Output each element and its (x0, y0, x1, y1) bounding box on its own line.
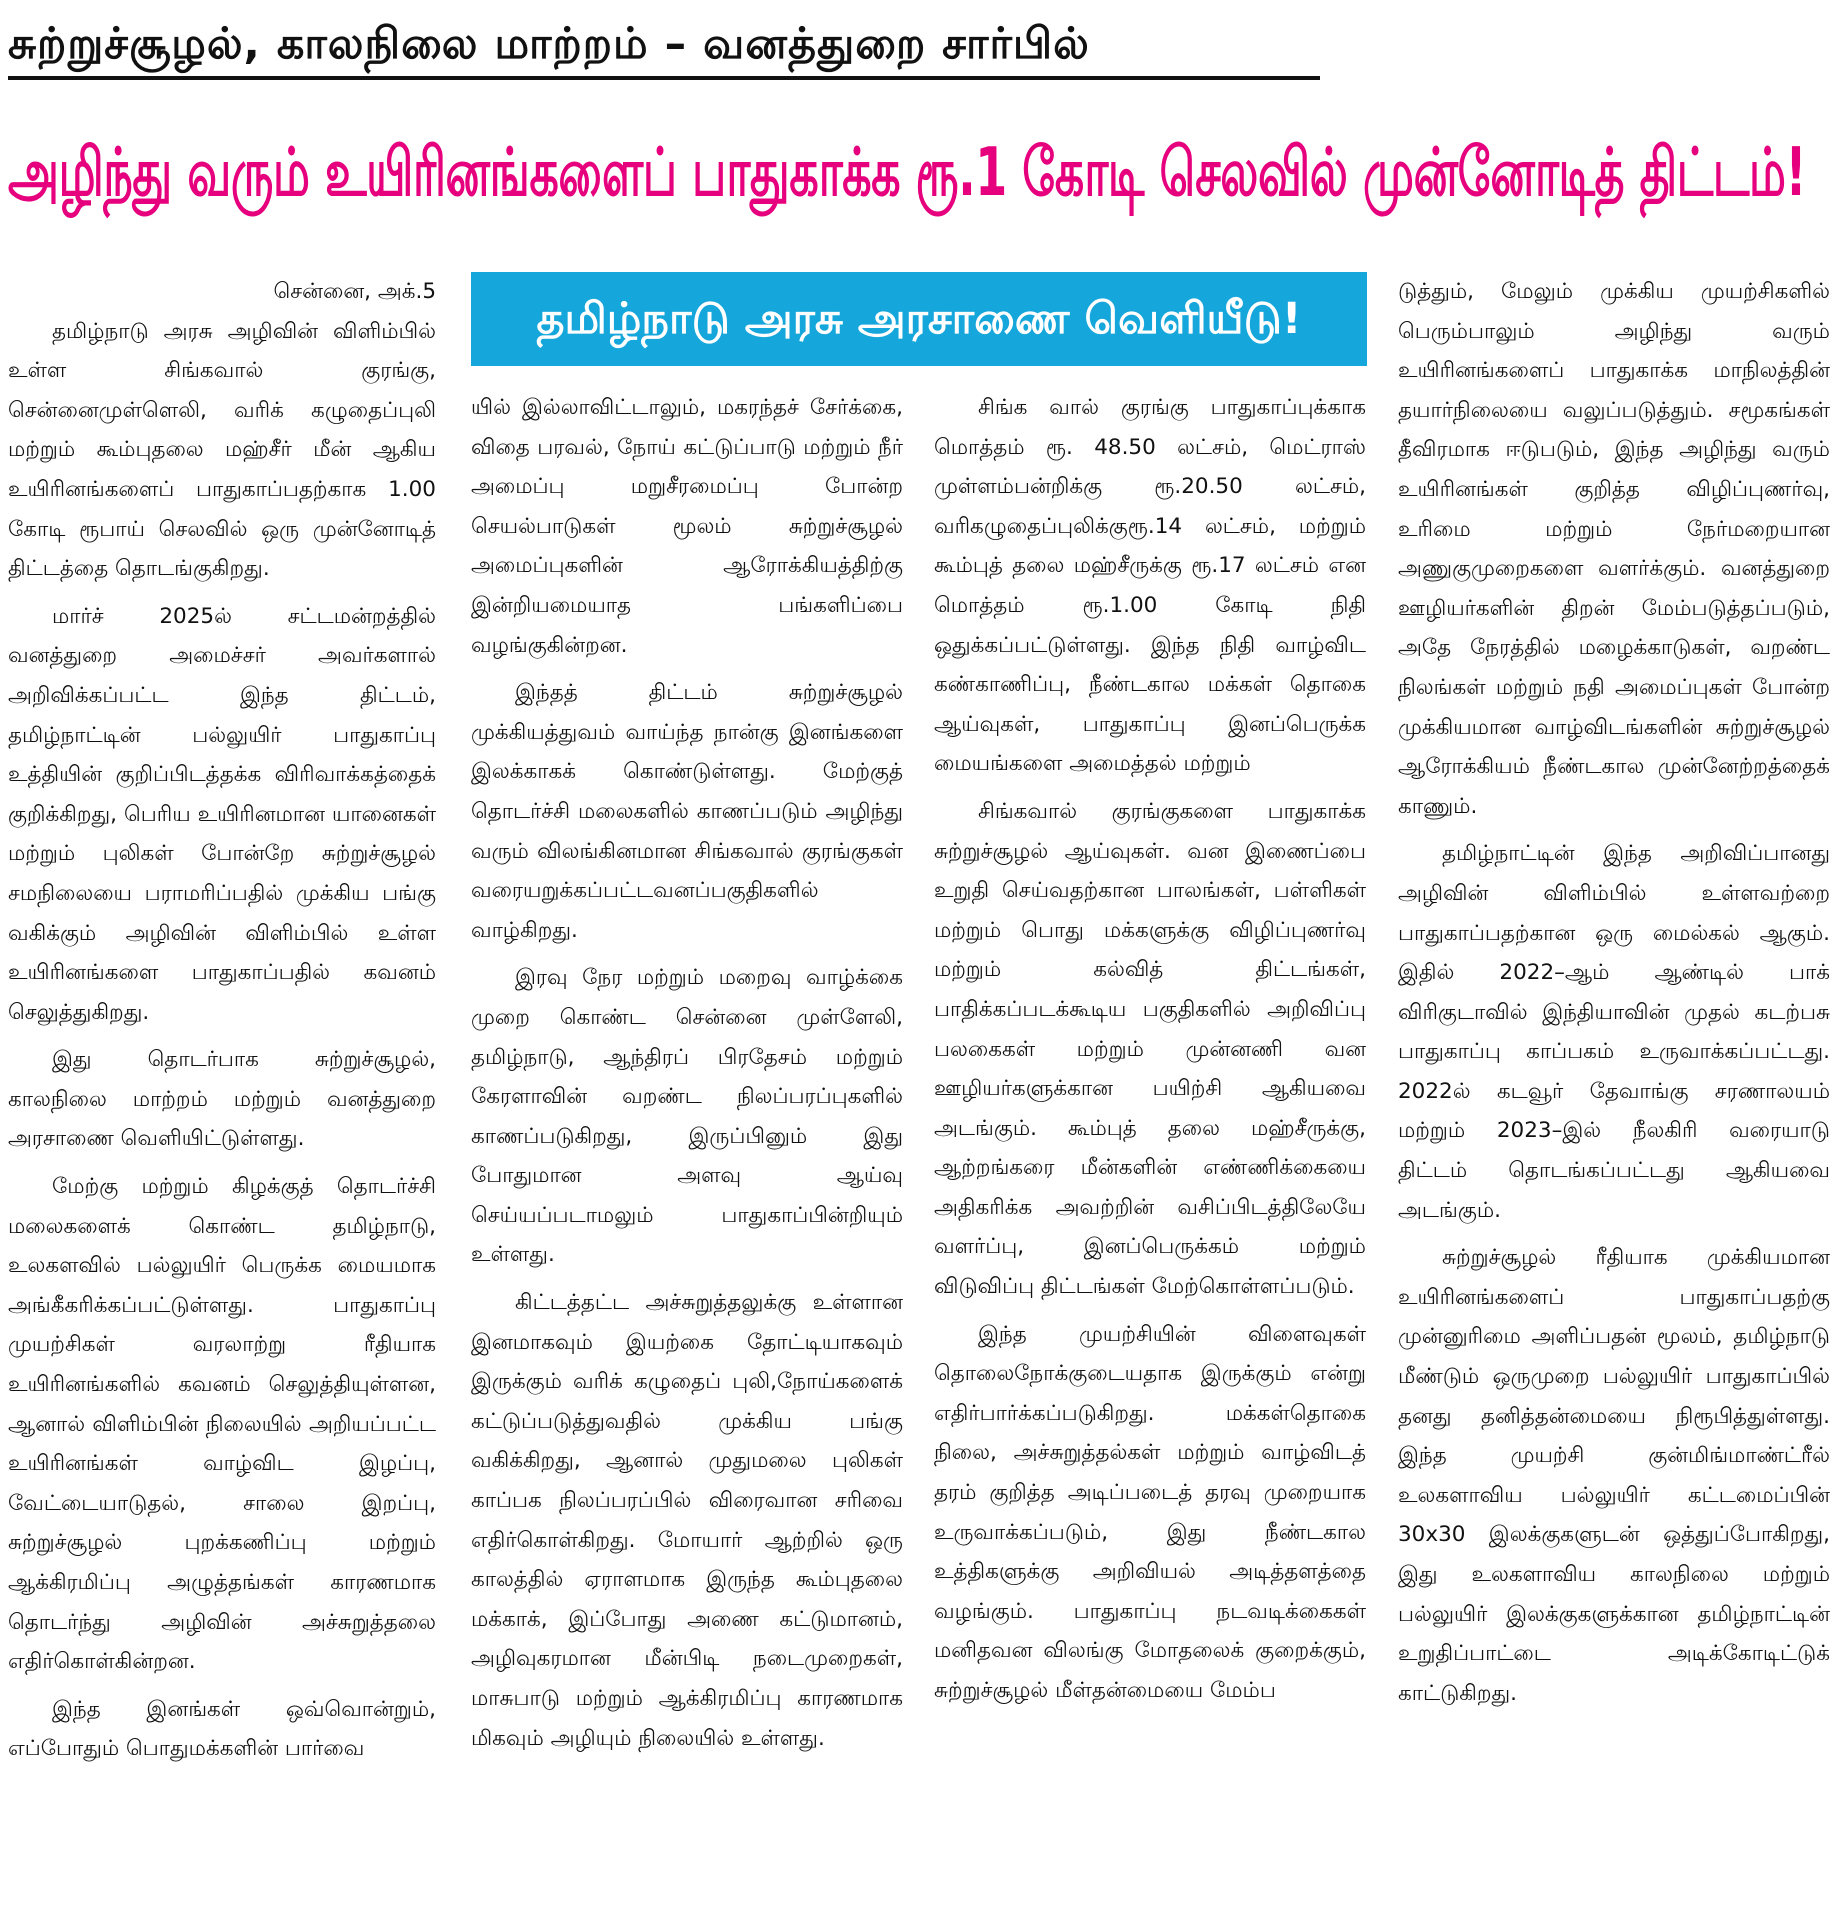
dateline: சென்னை, அக்.5 (273, 279, 436, 304)
article-column-1 (8, 272, 436, 1777)
paragraph: சிங்க வால் குரங்கு பாதுகாப்புக்காக மொத்தம் ரூ. 48.50 லட்சம், மெட்ராஸ் முள்ளம்பன்றிக்கு ரூ.20.50 லட்சம், வரிகழுதைப்புலிக்குரூ.14 லட்சம், மற்றும் கூம்புத் தலை மஹ்சீருக்கு ரூ.17 லட்சம் என மொத்தம் ரூ.1.00 கோடி நிதி ஒதுக்கப்பட்டுள்ளது. இந்த நிதி வாழ்விட கண்காணிப்பு, நீண்டகால மக்கள் தொகை ஆய்வுகள், பாதுகாப்பு இனப்பெருக்க மையங்களை அமைத்தல் மற்றும் (934, 395, 1366, 777)
main-headline: அழிந்து வரும் உயிரினங்களைப் பாதுகாக்க ரூ.1 கோடி செலவில் முன்னோடித் திட்டம்! (8, 132, 1806, 212)
paragraph: இந்த இனங்கள் ஒவ்வொன்றும், எப்போதும் பொதுமக்களின் பார்வை (8, 1696, 436, 1762)
paragraph: சுற்றுச்சூழல் ரீதியாக முக்கியமான உயிரினங்களைப் பாதுகாப்பதற்கு முன்னுரிமை அளிப்பதன் மூலம், தமிழ்நாடு மீண்டும் ஒருமுறை பல்லுயிர் பாதுகாப்பில் தனது தனித்தன்மையை நிரூபித்துள்ளது. இந்த முயற்சி குன்மிங்மாண்ட்ரீல் உலகளாவிய பல்லுயிர் கட்டமைப்பின் 30x30 இலக்குகளுடன் ஒத்துப்போகிறது, இது உலகளாவிய காலநிலை மற்றும் பல்லுயிர் இலக்குகளுக்கான தமிழ்நாட்டின் உறுதிப்பாட்டை அடிக்கோடிட்டுக் காட்டுகிறது. (1398, 1245, 1830, 1706)
paragraph: இந்தத் திட்டம் சுற்றுச்சூழல் முக்கியத்துவம் வாய்ந்த நான்கு இனங்களை இலக்காகக் கொண்டுள்ளது. மேற்குத் தொடர்ச்சி மலைகளில் காணப்படும் அழிந்து வரும் விலங்கினமான சிங்கவால் குரங்குகள் வரையறுக்கப்பட்டவனப்பகுதிகளில் வாழ்கிறது. (471, 680, 903, 943)
paragraph: இந்த முயற்சியின் விளைவுகள் தொலைநோக்குடையதாக இருக்கும் என்று எதிர்பார்க்கப்படுகிறது. மக்கள்தொகை நிலை, அச்சுறுத்தல்கள் மற்றும் வாழ்விடத் தரம் குறித்த அடிப்படைத் தரவு முறையாக உருவாக்கப்படும், இது நீண்டகால உத்திகளுக்கு அறிவியல் அடித்தளத்தை வழங்கும். பாதுகாப்பு நடவடிக்கைகள் மனிதவன விலங்கு மோதலைக் குறைக்கும், சுற்றுச்சூழல் மீள்தன்மையை மேம்ப (934, 1321, 1366, 1703)
paragraph: மார்ச் 2025ல் சட்டமன்றத்தில் வனத்துறை அமைச்சர் அவர்களால் அறிவிக்கப்பட்ட இந்த திட்டம், தமிழ்நாட்டின் பல்லுயிர் பாதுகாப்பு உத்தியின் குறிப்பிடத்தக்க விரிவாக்கத்தைக் குறிக்கிறது, பெரிய உயிரினமான யானைகள் மற்றும் புலிகள் போன்றே சுற்றுச்சூழல் சமநிலையை பராமரிப்பதில் முக்கிய பங்கு வகிக்கும் அழிவின் விளிம்பில் உள்ள உயிரினங்களை பாதுகாப்பதில் கவனம் செலுத்துகிறது. (8, 603, 436, 1025)
kicker-headline: சுற்றுச்சூழல், காலநிலை மாற்றம் – வனத்துறை சார்பில் (8, 12, 1320, 80)
article-column-4 (1398, 272, 1830, 1721)
paragraph: தமிழ்நாடு அரசு அழிவின் விளிம்பில் உள்ள சிங்கவால் குரங்கு, சென்னைமுள்ளெலி, வரிக் கழுதைப்புலி மற்றும் கூம்புதலை மஹ்சீர் மீன் ஆகிய உயிரினங்களைப் பாதுகாப்பதற்காக 1.00 கோடி ரூபாய் செலவில் ஒரு முன்னோடித் திட்டத்தை தொடங்குகிறது. (8, 318, 436, 582)
paragraph: யில் இல்லாவிட்டாலும், மகரந்தச் சேர்க்கை, விதை பரவல், நோய் கட்டுப்பாடு மற்றும் நீர் அமைப்பு மறுசீரமைப்பு போன்ற செயல்பாடுகள் மூலம் சுற்றுச்சூழல் அமைப்புகளின் ஆரோக்கியத்திற்கு இன்றியமையாத பங்களிப்பை வழங்குகின்றன. (471, 395, 903, 658)
paragraph: கிட்டத்தட்ட அச்சுறுத்தலுக்கு உள்ளான இனமாகவும் இயற்கை தோட்டியாகவும் இருக்கும் வரிக் கழுதைப் புலி,நோய்களைக் கட்டுப்படுத்துவதில் முக்கிய பங்கு வகிக்கிறது, ஆனால் முதுமலை புலிகள் காப்பக நிலப்பரப்பில் விரைவான சரிவை எதிர்கொள்கிறது. மோயார் ஆற்றில் ஒரு காலத்தில் ஏராளமாக இருந்த கூம்புதலை மக்காக், இப்போது அணை கட்டுமானம், அழிவுகரமான மீன்பிடி நடைமுறைகள், மாசுபாடு மற்றும் ஆக்கிரமிப்பு காரணமாக மிகவும் அழியும் நிலையில் உள்ளது. (471, 1290, 903, 1751)
paragraph: டுத்தும், மேலும் முக்கிய முயற்சிகளில் பெரும்பாலும் அழிந்து வரும் உயிரினங்களைப் பாதுகாக்க மாநிலத்தின் தயார்நிலையை வலுப்படுத்தும். சமூகங்கள் தீவிரமாக ஈடுபடும், இந்த அழிந்து வரும் உயிரினங்கள் குறித்த விழிப்புணர்வு, உரிமை மற்றும் நேர்மறையான அணுகுமுறைகளை வளர்க்கும். வனத்துறை ஊழியர்களின் திறன் மேம்படுத்தப்படும், அதே நேரத்தில் மழைக்காடுகள், வறண்ட நிலங்கள் மற்றும் நதி அமைப்புகள் போன்ற முக்கியமான வாழ்விடங்களின் சுற்றுச்சூழல் ஆரோக்கியம் நீண்டகால முன்னேற்றத்தைக் காணும். (1398, 279, 1830, 819)
paragraph: இரவு நேர மற்றும் மறைவு வாழ்க்கை முறை கொண்ட சென்னை முள்ளேலி, தமிழ்நாடு, ஆந்திரப் பிரதேசம் மற்றும் கேரளாவின் வறண்ட நிலப்பரப்புகளில் காணப்படுகிறது, இருப்பினும் இது போதுமான அளவு ஆய்வு செய்யப்படாமலும் பாதுகாப்பின்றியும் உள்ளது. (471, 965, 903, 1268)
paragraph: சிங்கவால் குரங்குகளை பாதுகாக்க சுற்றுச்சூழல் ஆய்வுகள். வன இணைப்பை உறுதி செய்வதற்கான பாலங்கள், பள்ளிகள் மற்றும் பொது மக்களுக்கு விழிப்புணர்வு மற்றும் கல்வித் திட்டங்கள், பாதிக்கப்படக்கூடிய பகுதிகளில் அறிவிப்பு பலகைகள் மற்றும் முன்னணி வன ஊழியர்களுக்கான பயிற்சி ஆகியவை அடங்கும். கூம்புத் தலை மஹ்சீருக்கு, ஆற்றங்கரை மீன்களின் எண்ணிக்கையை அதிகரிக்க அவற்றின் வசிப்பிடத்திலேயே வளர்ப்பு, இனப்பெருக்கம் மற்றும் விடுவிப்பு திட்டங்கள் மேற்கொள்ளப்படும். (934, 798, 1366, 1300)
gazette-banner: தமிழ்நாடு அரசு அரசாணை வெளியீடு! (471, 272, 1367, 366)
paragraph: மேற்கு மற்றும் கிழக்குத் தொடர்ச்சி மலைகளைக் கொண்ட தமிழ்நாடு, உலகளவில் பல்லுயிர் பெருக்க மையமாக அங்கீகரிக்கப்பட்டுள்ளது. பாதுகாப்பு முயற்சிகள் வரலாற்று ரீதியாக உயிரினங்களில் கவனம் செலுத்தியுள்ளன, ஆனால் விளிம்பின் நிலையில் அறியப்பட்ட உயிரினங்கள் வாழ்விட இழப்பு, வேட்டையாடுதல், சாலை இறப்பு, சுற்றுச்சூழல் புறக்கணிப்பு மற்றும் ஆக்கிரமிப்பு அழுத்தங்கள் காரணமாக தொடர்ந்து அழிவின் அச்சுறுத்தலை எதிர்கொள்கின்றன. (8, 1174, 436, 1675)
article-column-3 (934, 388, 1366, 1719)
paragraph: தமிழ்நாட்டின் இந்த அறிவிப்பானது அழிவின் விளிம்பில் உள்ளவற்றை பாதுகாப்பதற்கான ஒரு மைல்கல் ஆகும். இதில் 2022–ஆம் ஆண்டில் பாக் விரிகுடாவில் இந்தியாவின் முதல் கடற்பசு பாதுகாப்பு காப்பகம் உருவாக்கப்பட்டது. 2022ல் கடவூர் தேவாங்கு சரணாலயம் மற்றும் 2023–இல் நீலகிரி வரையாடு திட்டம் தொடங்கப்பட்டது ஆகியவை அடங்கும். (1398, 841, 1830, 1223)
article-column-2 (471, 388, 903, 1766)
paragraph: இது தொடர்பாக சுற்றுச்சூழல், காலநிலை மாற்றம் மற்றும் வனத்துறை அரசாணை வெளியிட்டுள்ளது. (8, 1047, 436, 1152)
